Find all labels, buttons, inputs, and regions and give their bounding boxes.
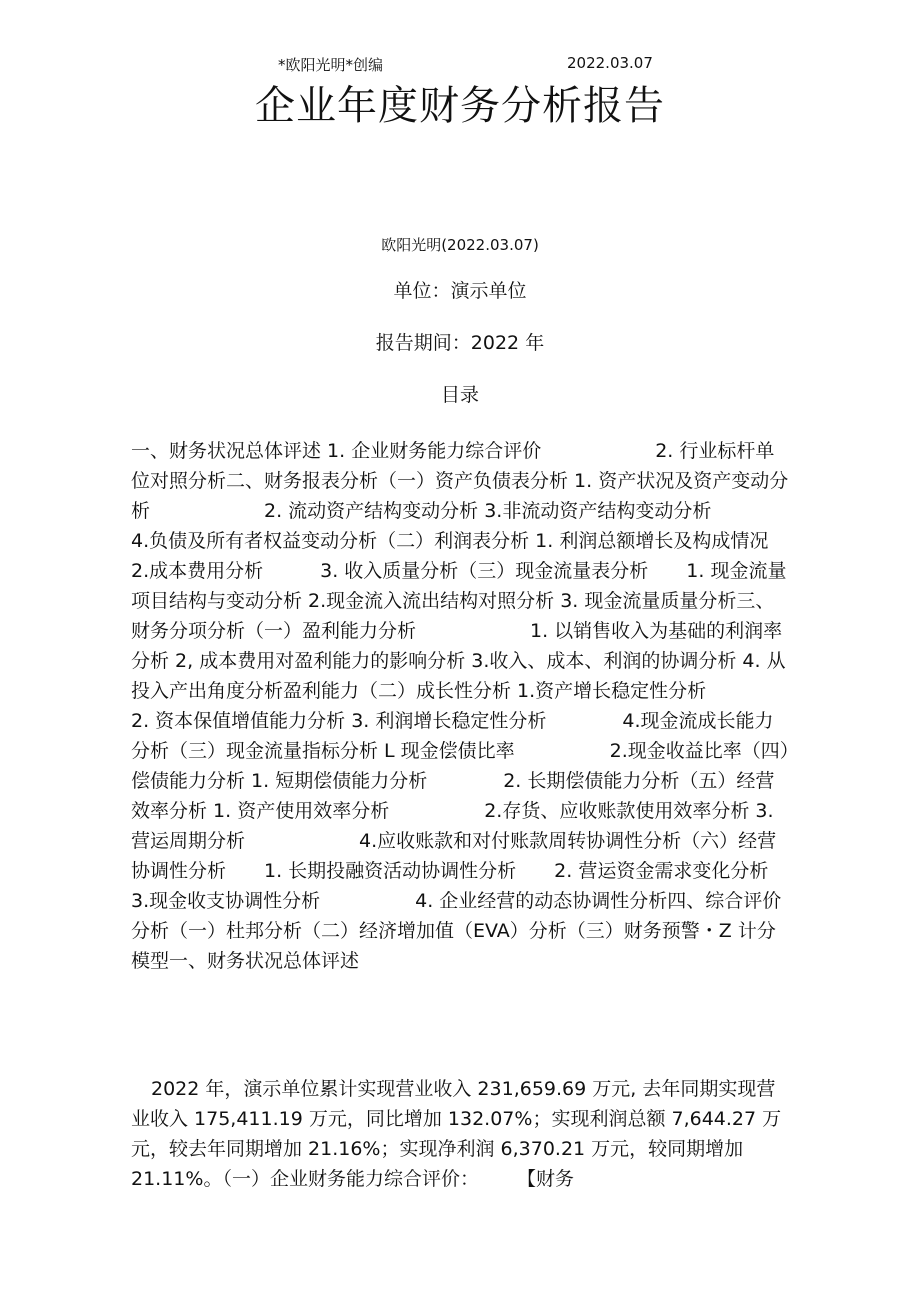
header-date: 2022.03.07 — [567, 54, 653, 72]
summary-paragraph: 2022 年，演示单位累计实现营业收入 231,659.69 万元, 去年同期实现营业收入 175,411.19 万元，同比增加 132.07%；实现利润总额 7,644.27 万元，较去年同期增加 21.16%；实现净利润 6,370.21 万元，较同期增加 21.11%。（一）企业财务能力综合评价： 【财务 — [131, 1078, 782, 1190]
toc-heading: 目录 — [440, 384, 479, 406]
author-line: 欧阳光明(2022.03.07) — [381, 236, 539, 254]
author-tag: *欧阳光明*创编 — [278, 56, 384, 74]
toc-text: 一、财务状况总体评述 1. 企业财务能力综合评价 2. 行业标杆单位对照分析二、财务报表分析（一）资产负债表分析 1. 资产状况及资产变动分析 2. 流动资产结构变动分析 3.非流动资产结构变动分析 4.负债及所有者权益变动分析（二）利润表分析 1. 利润总额增长及构成情况 2.成本费用分析 3. 收入质量分析（三）现金流量表分析 1. 现金流量项目结构与变动分析 2.现金流入流出结构对照分析 3. 现金流量质量分析三、财务分项分析（一）盈利能力分析 1. 以销售收入为基础的利润率分析 2, 成本费用对盈利能力的影响分析 3.收入、成本、利润的协调分析 4. 从投入产出角度分析盈利能力（二）成长性分析 1.资产增长稳定性分析 2. 资本保值增值能力分析 3. 利润增长稳定性分析 4.现金流成长能力分析（三）现金流量指标分析 L 现金偿债比率 2.现金收益比率（四）偿债能力分析 1. 短期偿债能力分析 2. 长期偿债能力分析（五）经营效率分析 1. 资产使用效率分析 2.存货、应收账款使用效率分析 3.营运周期分析 4.应收账款和对付账款周转协调性分析（六）经营协调性分析 1. 长期投融资活动协调性分析 2. 营运资金需求变化分析 3.现金收支协调性分析 4. 企业经营的动态协调性分析四、综合评价分析（一）杜邦分析（二）经济增加值（EVA）分析（三）财务预警・Z 计分模型一、财务状况总体评述 — [131, 440, 897, 972]
report-period: 报告期间：2022 年 — [375, 332, 545, 354]
unit-line: 单位：演示单位 — [393, 280, 527, 302]
document-title: 企业年度财务分析报告 — [255, 83, 665, 129]
